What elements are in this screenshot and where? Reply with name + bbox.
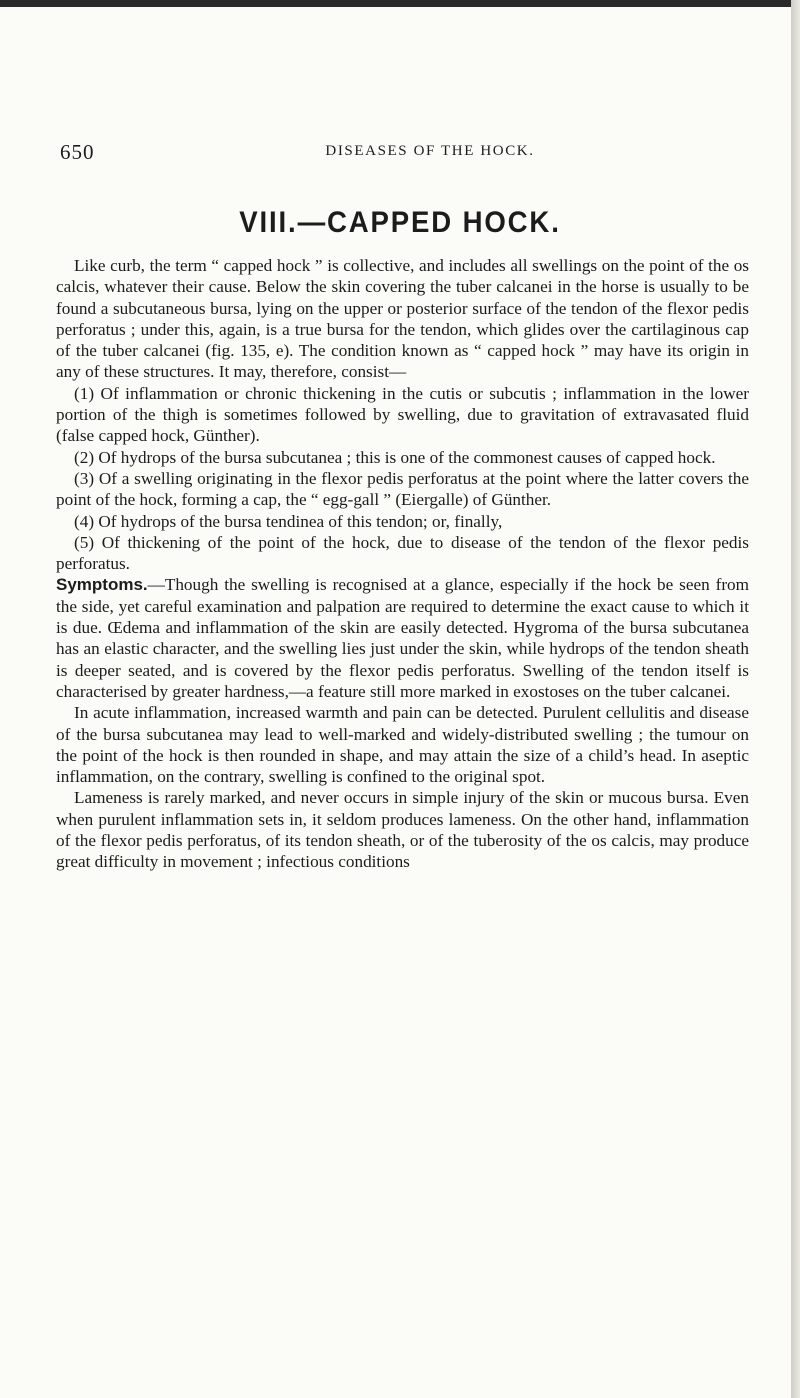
paragraph-item-4: (4) Of hydrops of the bursa tendinea of this tendon; or, finally, — [74, 511, 503, 531]
paragraph-item-3: (3) Of a swelling originating in the flexor pedis perforatus at the point where the latter covers the point of the hock, forming a cap, the “ egg-gall ” (Eiergalle) of Günther. — [56, 468, 749, 510]
top-scan-border — [0, 0, 800, 7]
paragraph-lameness: Lameness is rarely marked, and never occurs in simple injury of the skin or mucous bursa. Even when purulent inflammation sets in, it seldom produces lameness. On the other hand, inflammation of the flexor pedis perforatus, of its tendon sheath, or of the tuberosity of the os calcis, may produce great difficulty in movement ; infectious conditions — [56, 788, 749, 872]
paragraph-acute-inflammation: In acute inflammation, increased warmth and pain can be detected. Purulent cellulitis and disease of the bursa subcutanea may lead to well-marked and widely-distributed swelling ; the tumour on the point of the hock is then rounded in shape, and may attain the size of a child’s head. In aseptic inflammation, on the contrary, swelling is confined to the original spot. — [56, 703, 749, 787]
paragraph-item-1: (1) Of inflammation or chronic thickening in the cutis or subcutis ; inflammation in the lower portion of the thigh is sometimes followed by swelling, due to gravitation of extravasated fluid (false capped hock, Günther). — [56, 383, 749, 446]
running-head-title: DISEASES OF THE HOCK. — [325, 143, 535, 159]
symptoms-text: —Though the swelling is recognised at a glance, especially if the hock be seen from the side, yet careful examination and palpation are required to determine the exact cause to which it is due. Œdema and inflammation of the skin are easily detected. Hygroma of the bursa subcutanea has an elastic character, and the swelling lies just under the skin, while hydrops of the tendon sheath is deeper seated, and is covered by the flexor pedis perforatus. Swelling of the tendon itself is characterised by greater hardness,—a feature still more marked in exostoses on the tuber calcanei. — [56, 575, 749, 701]
page-number: 650 — [60, 140, 95, 164]
paragraph-intro: Like curb, the term “ capped hock ” is collective, and includes all swellings on the point of the os calcis, whatever their cause. Below the skin covering the tuber calcanei in the horse is usually to be found a subcutaneous bursa, lying on the upper or posterior surface of the tendon of the flexor pedis perforatus ; under this, again, is a true bursa for the tendon, which glides over the cartilaginous cap of the tuber calcanei (fig. 135, e). The condition known as “ capped hock ” may have its origin in any of these structures. It may, therefore, consist— — [56, 256, 749, 382]
paragraph-item-2: (2) Of hydrops of the bursa subcutanea ; this is one of the commonest causes of capped hock. — [74, 447, 716, 467]
body-text — [56, 255, 749, 873]
running-header — [60, 140, 760, 162]
paragraph-symptoms — [56, 574, 749, 702]
symptoms-heading: Symptoms. — [56, 575, 148, 595]
section-title: VIII.—CAPPED HOCK. — [239, 206, 561, 239]
paragraph-item-5: (5) Of thickening of the point of the hock, due to disease of the tendon of the flexor pedis perforatus. — [56, 532, 749, 574]
right-scan-edge — [791, 0, 800, 1398]
